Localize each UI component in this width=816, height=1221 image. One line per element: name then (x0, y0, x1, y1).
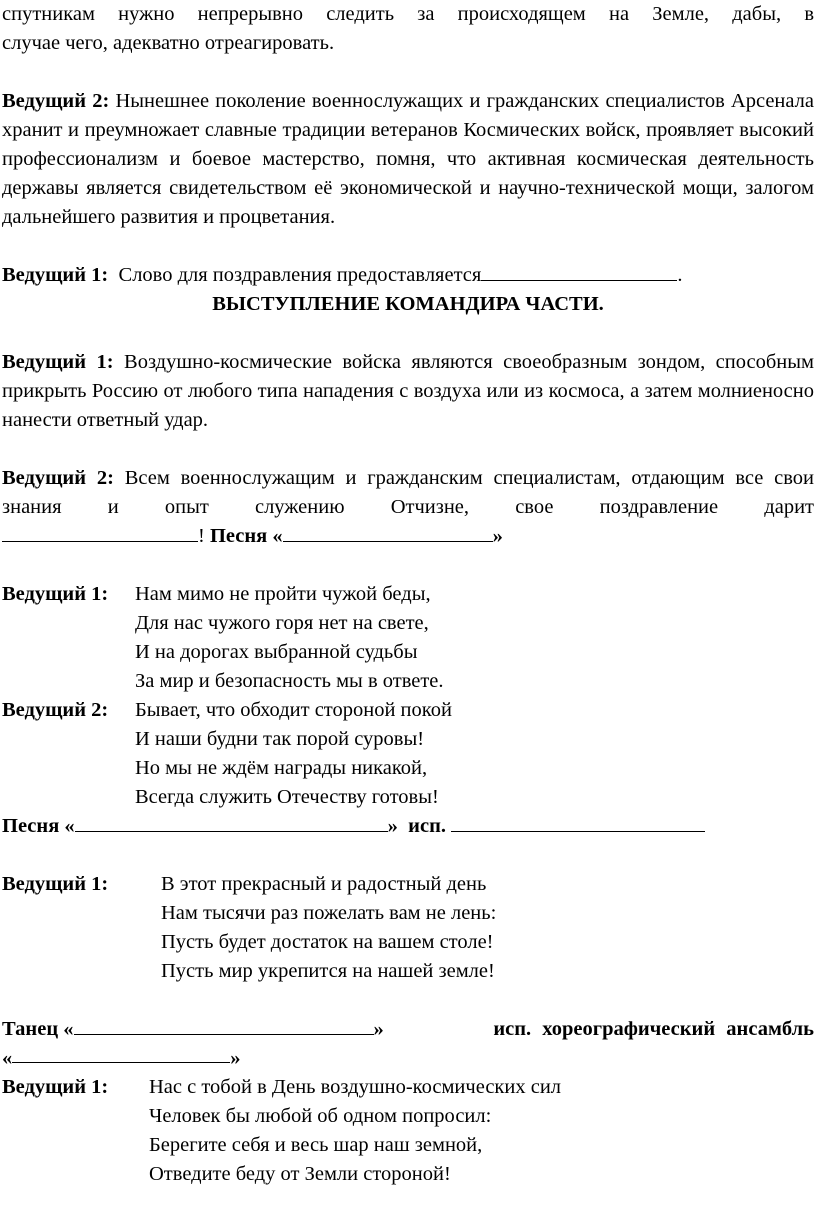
speaker-label: Ведущий 1: (2, 1076, 109, 1098)
performer-label: исп. (408, 815, 447, 837)
paragraph-text: Воздушно-космические войска являются своеобразным зондом, способным прикрыть Россию от любого типа нападения с воздуха или из космоса, а затем молниеносно нанести ответный удар. (2, 351, 815, 431)
poem-line: Отведите беду от Земли стороной! (149, 1163, 451, 1185)
intro-line-2: случае чего, адекватно отреагировать. (2, 32, 335, 54)
poem-line: Бывает, что обходит стороной покой (135, 699, 452, 721)
speaker-block-1 (2, 87, 814, 232)
quote-close: » (230, 1047, 241, 1069)
blank-line (75, 813, 388, 832)
blank-line (283, 523, 493, 542)
poem-line: Для нас чужого горя нет на свете, (135, 612, 429, 634)
song-line-1 (2, 522, 814, 551)
blank-line (2, 523, 198, 542)
poem-line: Нам тысячи раз пожелать вам не лень: (161, 902, 497, 924)
paragraph-text: Слово для поздравления предоставляется (118, 264, 482, 286)
blank-line (481, 262, 677, 281)
blank-line (12, 1044, 230, 1063)
song-label: Песня « (209, 525, 283, 547)
speaker-label: Ведущий 1: (2, 351, 114, 373)
speaker-label: Ведущий 1: (2, 583, 109, 605)
dance-label: Танец « (2, 1018, 74, 1040)
speaker-label: Ведущий 2: (2, 90, 110, 112)
blank-line (451, 813, 705, 832)
poem-line: Пусть будет достаток на вашем столе! (161, 931, 494, 953)
speaker-label: Ведущий 1: (2, 873, 109, 895)
poem-block-3 (2, 870, 814, 986)
punctuation: . (677, 264, 683, 286)
speaker-label: Ведущий 2: (2, 699, 109, 721)
poem-line: Нам мимо не пройти чужой беды, (135, 583, 431, 605)
poem-line: Пусть мир укрепится на нашей земле! (161, 960, 495, 982)
section-heading: ВЫСТУПЛЕНИЕ КОМАНДИРА ЧАСТИ. (212, 293, 604, 315)
speaker-block-2 (2, 261, 814, 290)
speaker-label: Ведущий 1: (2, 264, 109, 286)
song-close: » (492, 525, 503, 547)
poem-line: И наши будни так порой суровы! (135, 728, 425, 750)
poem-block-4 (2, 1073, 814, 1189)
poem-line: Нас с тобой в День воздушно-космических сил (149, 1076, 562, 1098)
poem-line: И на дорогах выбранной судьбы (135, 641, 418, 663)
song-label: Песня « (2, 815, 75, 837)
poem-line: Берегите себя и весь шар наш земной, (149, 1134, 483, 1156)
performer-label: исп. хореографический ансамбль (493, 1018, 814, 1040)
poem-line: В этот прекрасный и радостный день (161, 873, 487, 895)
blank-line (74, 1016, 374, 1035)
poem-line: Всегда служить Отечеству готовы! (135, 786, 439, 808)
quote-open: « (2, 1047, 13, 1069)
paragraph-text: Нынешнее поколение военнослужащих и гражданских специалистов Арсенала хранит и преумножает славные традиции ветеранов Космических войск, проявляет высокий профессионализм и боевое мастерство, помня, что активная космическая деятельность державы является свидетельством её экономической и научно-технической мощи, залогом дальнейшего развития и процветания. (2, 90, 814, 228)
poem-block-1 (2, 580, 814, 696)
dance-close: » (373, 1018, 384, 1040)
speaker-label: Ведущий 2: (2, 467, 114, 489)
poem-line: За мир и безопасность мы в ответе. (135, 670, 444, 692)
speaker-block-3 (2, 348, 814, 435)
poem-line: Но мы не ждём награды никакой, (135, 757, 428, 779)
paragraph-text: Всем военнослужащим и гражданским специалистам, отдающим все свои знания и опыт служению Отчизне, свое поздравление дарит (2, 467, 814, 518)
dance-block (2, 1015, 814, 1073)
song-close: » (387, 815, 398, 837)
poem-line: Человек бы любой об одном попросил: (149, 1105, 492, 1127)
intro-line-1: спутникам нужно непрерывно следить за происходящем на Земле, дабы, в (2, 3, 814, 25)
punctuation: ! (198, 525, 205, 547)
song-line-2 (2, 812, 814, 841)
speaker-block-4 (2, 464, 814, 522)
poem-block-2 (2, 696, 814, 812)
